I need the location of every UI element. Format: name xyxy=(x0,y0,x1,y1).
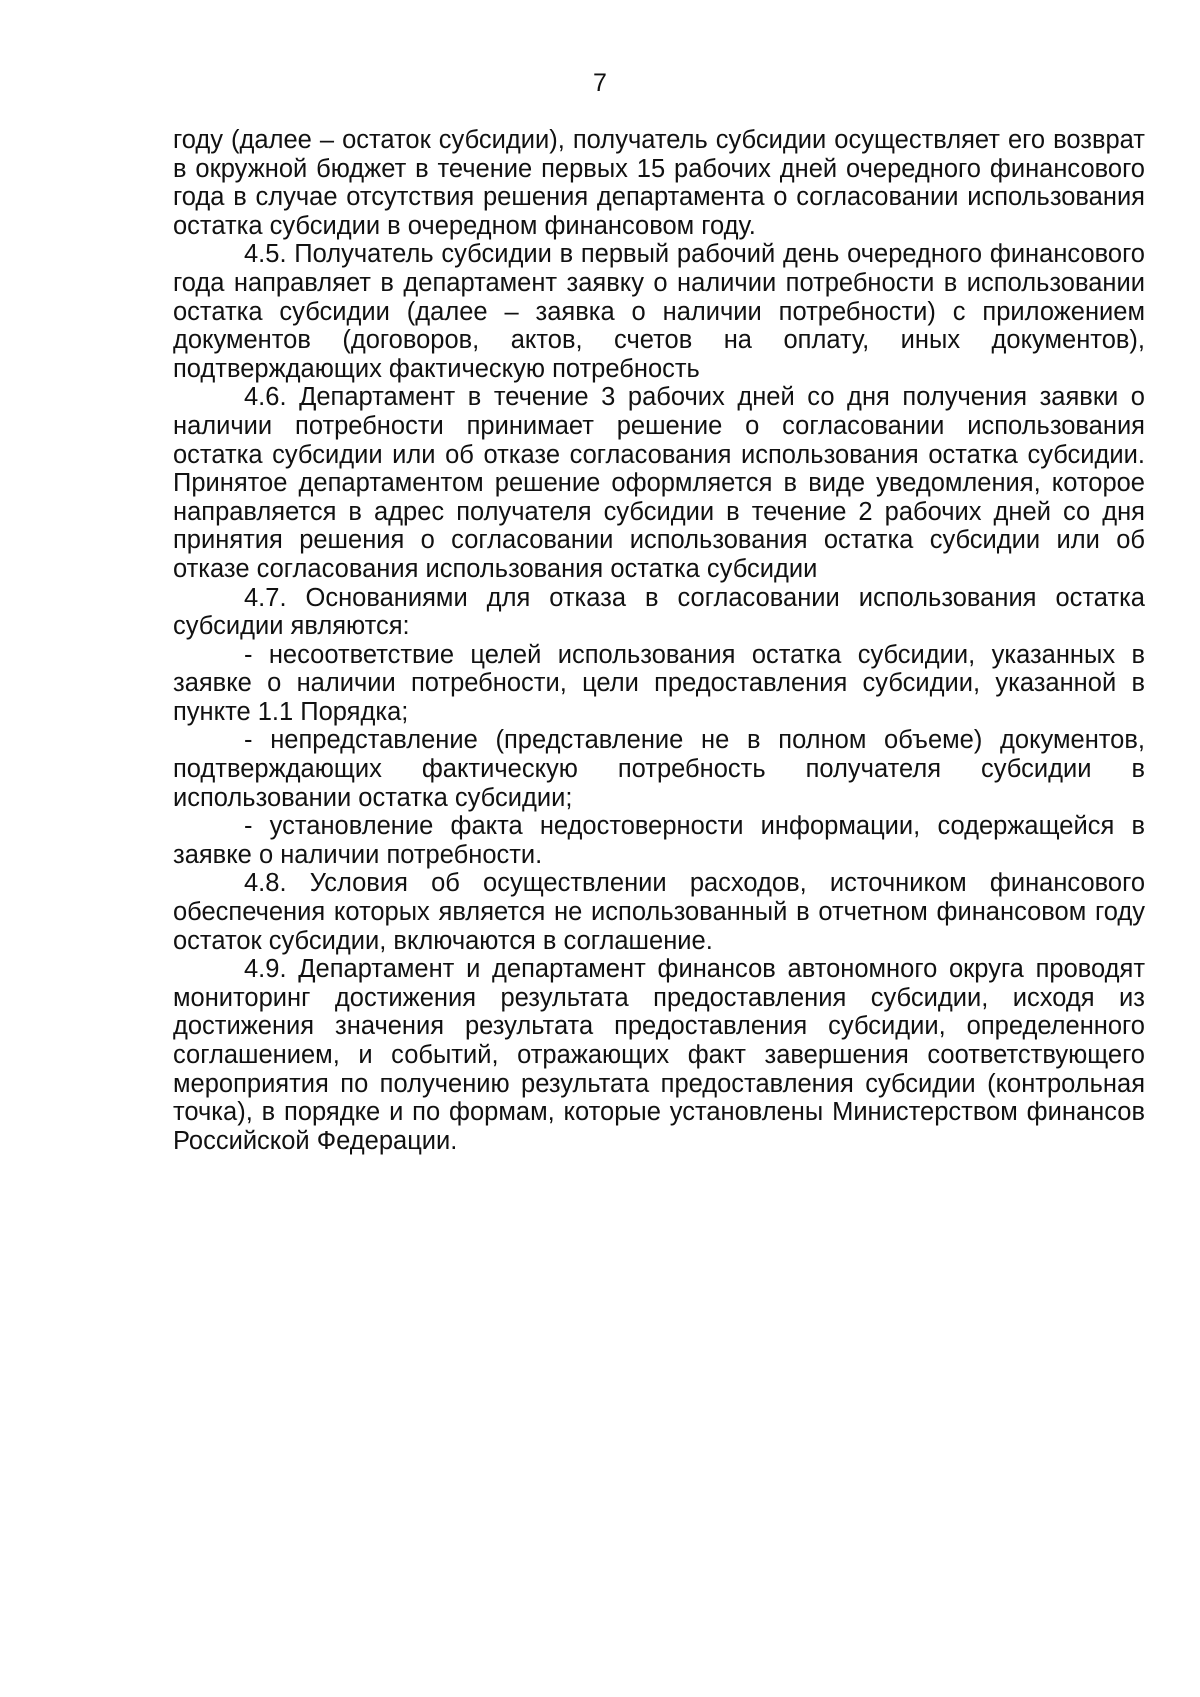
paragraph-4-5: 4.5. Получатель субсидии в первый рабочий день очередного финансового года направляет в департамент заявку о наличии потребности в использовании остатка субсидии (далее – заявка о наличии потребности) с приложением документов (договоров, актов, счетов на оплату, иных документов), подтверждающих фактическую потребность xyxy=(173,240,1145,383)
list-item-refusal-reason-1: - несоответствие целей использования остатка субсидии, указанных в заявке о наличии потребности, цели предоставления субсидии, указанной в пункте 1.1 Порядка; xyxy=(173,640,1145,726)
paragraph-4-9: 4.9. Департамент и департамент финансов автономного округа проводят мониторинг достижения результата предоставления субсидии, исходя из достижения значения результата предоставления субсидии, определенного соглашением, и событий, отражающих факт завершения соответствующего мероприятия по получению результата предоставления субсидии (контрольная точка), в порядке и по формам, которые установлены Министерством финансов Российской Федерации. xyxy=(173,955,1145,1155)
document-body xyxy=(173,126,1145,1155)
page-number: 7 xyxy=(593,69,607,97)
list-item-refusal-reason-2: - непредставление (представление не в полном объеме) документов, подтверждающих фактическую потребность получателя субсидии в использовании остатка субсидии; xyxy=(173,726,1145,812)
paragraph-4-7: 4.7. Основаниями для отказа в согласовании использования остатка субсидии являются: xyxy=(173,583,1145,641)
paragraph-4-8: 4.8. Условия об осуществлении расходов, источником финансового обеспечения которых является не использованный в отчетном финансовом году остаток субсидии, включаются в соглашение. xyxy=(173,869,1145,955)
list-item-refusal-reason-3: - установление факта недостоверности информации, содержащейся в заявке о наличии потребности. xyxy=(173,812,1145,869)
paragraph-continuation: году (далее – остаток субсидии), получатель субсидии осуществляет его возврат в окружной бюджет в течение первых 15 рабочих дней очередного финансового года в случае отсутствия решения департамента о согласовании использования остатка субсидии в очередном финансовом году. xyxy=(173,126,1145,240)
paragraph-4-6: 4.6. Департамент в течение 3 рабочих дней со дня получения заявки о наличии потребности принимает решение о согласовании использования остатка субсидии или об отказе согласования использования остатка субсидии. Принятое департаментом решение оформляется в виде уведомления, которое направляется в адрес получателя субсидии в течение 2 рабочих дней со дня принятия решения о согласовании использования остатка субсидии или об отказе согласования использования остатка субсидии xyxy=(173,383,1145,583)
